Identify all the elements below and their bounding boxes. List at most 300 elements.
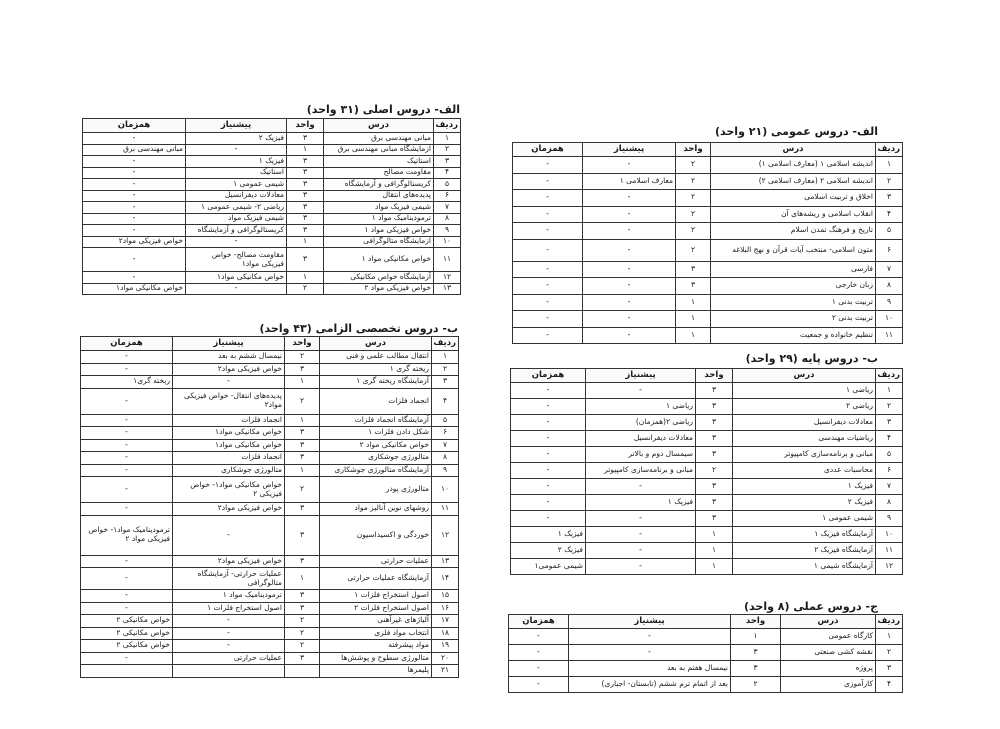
table-row xyxy=(81,568,459,590)
course-name-cell: پدیده‌های انتقال xyxy=(324,190,434,202)
course-name-cell: آزمایشگاه انجماد فلزات xyxy=(320,414,432,427)
row-number-cell: ۱۱ xyxy=(432,503,459,516)
corequisite-cell: - xyxy=(511,383,586,399)
row-number-cell: ۵ xyxy=(434,179,461,191)
table-row xyxy=(81,555,459,568)
prerequisite-cell: خواص فیزیکی مواد۲ xyxy=(173,555,285,568)
row-number-cell: ۱۸ xyxy=(432,627,459,640)
table-row xyxy=(83,283,461,295)
prerequisite-cell: - xyxy=(569,629,731,645)
table-row xyxy=(81,627,459,640)
row-number-cell: ۷ xyxy=(434,202,461,214)
credit-units-cell: ۳ xyxy=(696,511,733,527)
table-row xyxy=(83,236,461,248)
prerequisite-cell: بعد از اتمام ترم ششم (تابستان- اجباری) xyxy=(569,677,731,693)
credit-units-cell: ۱ xyxy=(285,568,320,590)
row-number-cell: ۷ xyxy=(432,439,459,452)
column-header: ردیف xyxy=(876,143,903,157)
table-row xyxy=(81,515,459,555)
corequisite-cell: - xyxy=(511,463,586,479)
corequisite-cell: - xyxy=(513,206,583,223)
prerequisite-cell: متالورژی جوشکاری xyxy=(173,464,285,477)
prerequisite-cell: سیمسال دوم و بالاتر xyxy=(586,447,696,463)
credit-units-cell: ۳ xyxy=(285,602,320,615)
corequisite-cell: - xyxy=(81,363,173,376)
column-header: درس xyxy=(781,615,876,629)
table-row xyxy=(83,144,461,156)
table-row xyxy=(81,376,459,389)
credit-units-cell: ۳ xyxy=(287,248,324,272)
course-name-cell: آزمایشگاه مبانی مهندسی برق xyxy=(324,144,434,156)
specialized-courses-table xyxy=(80,336,459,678)
course-name-cell: استاتیک xyxy=(324,156,434,168)
course-name-cell: آزمایشگاه شیمی ۱ xyxy=(733,559,876,575)
corequisite-cell: - xyxy=(81,652,173,665)
course-name-cell: خواص فیزیکی مواد ۱ xyxy=(324,225,434,237)
credit-units-cell: ۱ xyxy=(731,629,781,645)
prerequisite-cell: - xyxy=(583,261,676,278)
prerequisite-cell: پدیده‌های انتقال- خواص فیزیکی مواد۲ xyxy=(173,388,285,414)
corequisite-cell: - xyxy=(83,156,186,168)
course-name-cell: پروژه xyxy=(781,661,876,677)
prerequisite-cell: - xyxy=(583,157,676,174)
column-header: پیشنیاز xyxy=(569,615,731,629)
row-number-cell: ۵ xyxy=(876,447,903,463)
corequisite-cell: - xyxy=(81,414,173,427)
column-header: پیشنیاز xyxy=(186,119,287,133)
credit-units-cell: ۱ xyxy=(285,414,320,427)
practical-courses-title: ج- دروس عملی (۸ واحد) xyxy=(744,600,878,613)
credit-units-cell: ۳ xyxy=(285,363,320,376)
table-row xyxy=(81,477,459,503)
row-number-cell: ۱۲ xyxy=(434,272,461,284)
corequisite-cell: ترمودینامیک مواد۱- خواص فیزیکی مواد ۲ xyxy=(81,515,173,555)
credit-units-cell: ۱ xyxy=(676,294,711,311)
row-number-cell: ۲ xyxy=(434,144,461,156)
row-number-cell: ۳ xyxy=(434,156,461,168)
corequisite-cell: ریخته گری۱ xyxy=(81,376,173,389)
row-number-cell: ۶ xyxy=(876,239,903,261)
corequisite-cell: فیزیک ۲ xyxy=(511,543,586,559)
table-row xyxy=(83,272,461,284)
column-header: واحد xyxy=(287,119,324,133)
credit-units-cell: ۱ xyxy=(676,311,711,328)
column-header: همزمان xyxy=(511,369,586,383)
credit-units-cell: ۳ xyxy=(285,555,320,568)
course-name-cell: روشهای نوین آنالیز مواد xyxy=(320,503,432,516)
course-name-cell: انتخاب مواد فلزی xyxy=(320,627,432,640)
column-header: درس xyxy=(324,119,434,133)
table-row xyxy=(511,447,903,463)
credit-units-cell: ۲ xyxy=(285,351,320,364)
row-number-cell: ۷ xyxy=(876,261,903,278)
corequisite-cell: - xyxy=(513,261,583,278)
table-row xyxy=(513,173,903,190)
table-row xyxy=(81,640,459,653)
course-name-cell: متالورژی سطوح و پوشش‌ها xyxy=(320,652,432,665)
course-name-cell: انتقال مطالب علمی و فنی xyxy=(320,351,432,364)
credit-units-cell: ۳ xyxy=(285,427,320,440)
table-row xyxy=(81,590,459,603)
credit-units-cell: ۳ xyxy=(285,652,320,665)
table-header-row xyxy=(509,615,903,629)
prerequisite-cell: ترمودینامیک مواد ۱ xyxy=(173,590,285,603)
credit-units-cell: ۳ xyxy=(696,383,733,399)
prerequisite-cell: ریاضی ۲(همزمان) xyxy=(586,415,696,431)
table-row xyxy=(511,399,903,415)
course-name-cell: تاریخ و فرهنگ تمدن اسلام xyxy=(711,223,876,240)
specialized-courses-title: ب- دروس تخصصی الزامی (۴۳ واحد) xyxy=(259,322,458,335)
table-row xyxy=(81,427,459,440)
row-number-cell: ۱۳ xyxy=(434,283,461,295)
corequisite-cell: - xyxy=(83,190,186,202)
course-name-cell: آزمایشگاه فیزیک ۲ xyxy=(733,543,876,559)
course-name-cell: مواد پیشرفته xyxy=(320,640,432,653)
prerequisite-cell: خواص مکانیکی مواد۱- خواص فیزیکی ۲ xyxy=(173,477,285,503)
column-header: درس xyxy=(733,369,876,383)
credit-units-cell: ۱ xyxy=(285,464,320,477)
row-number-cell: ۷ xyxy=(876,479,903,495)
row-number-cell: ۱۱ xyxy=(434,248,461,272)
credit-units-cell: ۳ xyxy=(696,415,733,431)
prerequisite-cell: خواص مکانیکی مواد۱ xyxy=(173,439,285,452)
table-row xyxy=(511,527,903,543)
row-number-cell: ۱۲ xyxy=(876,559,903,575)
row-number-cell: ۹ xyxy=(876,294,903,311)
row-number-cell: ۱ xyxy=(876,157,903,174)
prerequisite-cell: فیزیک ۱ xyxy=(186,156,287,168)
corequisite-cell: خواص مکانیکی مواد۱ xyxy=(83,283,186,295)
credit-units-cell: ۲ xyxy=(285,388,320,414)
prerequisite-cell: اصول استخراج فلزات ۱ xyxy=(173,602,285,615)
credit-units-cell: ۱ xyxy=(696,527,733,543)
prerequisite-cell: - xyxy=(173,515,285,555)
column-header: ردیف xyxy=(876,369,903,383)
credit-units-cell: ۳ xyxy=(696,447,733,463)
course-name-cell: آزمایشگاه خواص مکانیکی xyxy=(324,272,434,284)
credit-units-cell: ۳ xyxy=(287,225,324,237)
prerequisite-cell: فیزیک ۱ xyxy=(586,495,696,511)
corequisite-cell: - xyxy=(509,629,569,645)
credit-units-cell: ۳ xyxy=(287,213,324,225)
table-row xyxy=(83,179,461,191)
course-name-cell: تربیت بدنی ۱ xyxy=(711,294,876,311)
credit-units-cell: ۳ xyxy=(287,167,324,179)
table-row xyxy=(81,388,459,414)
course-name-cell: معادلات دیفرانسیل xyxy=(733,415,876,431)
row-number-cell: ۱۰ xyxy=(876,311,903,328)
credit-units-cell: ۱ xyxy=(696,543,733,559)
table-row xyxy=(513,223,903,240)
credit-units-cell: ۳ xyxy=(696,495,733,511)
row-number-cell: ۹ xyxy=(876,511,903,527)
prerequisite-cell: ریاضی ۲- شیمی عمومی ۱ xyxy=(186,202,287,214)
credit-units-cell: ۳ xyxy=(285,503,320,516)
main-courses-table xyxy=(82,118,461,295)
prerequisite-cell: مبانی و برنامه‌سازی کامپیوتر xyxy=(586,463,696,479)
prerequisite-cell: - xyxy=(586,559,696,575)
row-number-cell: ۸ xyxy=(876,495,903,511)
corequisite-cell: - xyxy=(83,272,186,284)
row-number-cell: ۶ xyxy=(876,463,903,479)
column-header: ردیف xyxy=(432,337,459,351)
row-number-cell: ۵ xyxy=(432,414,459,427)
table-row xyxy=(81,503,459,516)
column-header: همزمان xyxy=(83,119,186,133)
course-name-cell: شکل دادن فلزات ۱ xyxy=(320,427,432,440)
credit-units-cell: ۳ xyxy=(287,179,324,191)
credit-units-cell: ۲ xyxy=(285,615,320,628)
prerequisite-cell: عملیات حرارتی- آزمایشگاه متالوگرافی xyxy=(173,568,285,590)
prerequisite-cell: خواص فیزیکی مواد۲ xyxy=(173,363,285,376)
table-row xyxy=(513,278,903,295)
table-row xyxy=(83,133,461,145)
corequisite-cell: خواص فیزیکی مواد۲ xyxy=(83,236,186,248)
prerequisite-cell: شیمی فیزیک مواد xyxy=(186,213,287,225)
course-name-cell: اخلاق و تربیت اسلامی xyxy=(711,190,876,207)
credit-units-cell: ۳ xyxy=(696,399,733,415)
table-row xyxy=(83,202,461,214)
table-row xyxy=(509,677,903,693)
table-row xyxy=(511,479,903,495)
corequisite-cell: - xyxy=(511,495,586,511)
credit-units-cell: ۳ xyxy=(287,202,324,214)
corequisite-cell: - xyxy=(513,239,583,261)
course-name-cell: زبان خارجی xyxy=(711,278,876,295)
prerequisite-cell: انجماد فلزات xyxy=(173,414,285,427)
row-number-cell: ۸ xyxy=(876,278,903,295)
table-header-row xyxy=(81,337,459,351)
corequisite-cell: - xyxy=(513,190,583,207)
credit-units-cell: ۱ xyxy=(287,236,324,248)
row-number-cell: ۱۳ xyxy=(432,555,459,568)
course-name-cell: آزمایشگاه فیزیک ۱ xyxy=(733,527,876,543)
course-name-cell: شیمی فیزیک مواد xyxy=(324,202,434,214)
table-row xyxy=(513,157,903,174)
prerequisite-cell: نیمسال ششم به بعد xyxy=(173,351,285,364)
row-number-cell: ۱ xyxy=(876,383,903,399)
table-row xyxy=(513,294,903,311)
row-number-cell: ۱۴ xyxy=(432,568,459,590)
row-number-cell: ۱۱ xyxy=(876,327,903,344)
prerequisite-cell: نیمسال هفتم به بعد xyxy=(569,661,731,677)
table-row xyxy=(511,495,903,511)
table-header-row xyxy=(513,143,903,157)
table-row xyxy=(81,602,459,615)
credit-units-cell: ۲ xyxy=(676,239,711,261)
row-number-cell: ۸ xyxy=(434,213,461,225)
prerequisite-cell: خواص فیزیکی مواد۲ xyxy=(173,503,285,516)
course-name-cell: پلیمرها xyxy=(320,665,432,678)
table-row xyxy=(511,559,903,575)
prerequisite-cell: - xyxy=(583,190,676,207)
prerequisite-cell: - xyxy=(586,479,696,495)
credit-units-cell: ۲ xyxy=(285,640,320,653)
corequisite-cell: - xyxy=(513,157,583,174)
row-number-cell: ۴ xyxy=(432,388,459,414)
credit-units-cell: ۳ xyxy=(676,261,711,278)
row-number-cell: ۱۵ xyxy=(432,590,459,603)
course-name-cell: انقلاب اسلامی و ریشه‌های آن xyxy=(711,206,876,223)
course-name-cell: آزمایشگاه متالورژی جوشکاری xyxy=(320,464,432,477)
course-name-cell: مبانی مهندسی برق xyxy=(324,133,434,145)
row-number-cell: ۳ xyxy=(876,661,903,677)
credit-units-cell: ۳ xyxy=(285,439,320,452)
table-row xyxy=(513,311,903,328)
prerequisite-cell xyxy=(173,665,285,678)
prerequisite-cell: خواص مکانیکی مواد۱ xyxy=(186,272,287,284)
course-name-cell: اصول استخراج فلزات ۱ xyxy=(320,590,432,603)
corequisite-cell: خواص مکانیکی ۲ xyxy=(81,615,173,628)
row-number-cell: ۱۶ xyxy=(432,602,459,615)
row-number-cell: ۲ xyxy=(876,645,903,661)
course-name-cell: مبانی و برنامه‌سازی کامپیوتر xyxy=(733,447,876,463)
row-number-cell: ۴ xyxy=(876,677,903,693)
row-number-cell: ۲۰ xyxy=(432,652,459,665)
prerequisite-cell: - xyxy=(173,615,285,628)
table-row xyxy=(81,452,459,465)
row-number-cell: ۱۱ xyxy=(876,543,903,559)
table-row xyxy=(509,661,903,677)
column-header: ردیف xyxy=(434,119,461,133)
row-number-cell: ۴ xyxy=(434,167,461,179)
credit-units-cell: ۳ xyxy=(696,479,733,495)
course-name-cell: ریاضیات مهندسی xyxy=(733,431,876,447)
corequisite-cell: - xyxy=(511,479,586,495)
table-row xyxy=(81,439,459,452)
course-name-cell: فارسی xyxy=(711,261,876,278)
row-number-cell: ۳ xyxy=(432,376,459,389)
course-name-cell: ریخته گری ۱ xyxy=(320,363,432,376)
credit-units-cell: ۳ xyxy=(731,661,781,677)
corequisite-cell: - xyxy=(511,399,586,415)
course-name-cell: ریاضی ۱ xyxy=(733,383,876,399)
corequisite-cell: - xyxy=(513,173,583,190)
corequisite-cell: - xyxy=(509,677,569,693)
corequisite-cell: - xyxy=(509,661,569,677)
course-name-cell: اصول استخراج فلزات ۲ xyxy=(320,602,432,615)
corequisite-cell: - xyxy=(83,248,186,272)
corequisite-cell: - xyxy=(513,278,583,295)
table-row xyxy=(513,239,903,261)
general-courses-title: الف- دروس عمومی (۲۱ واحد) xyxy=(715,125,878,138)
prerequisite-cell: - xyxy=(586,511,696,527)
prerequisite-cell: - xyxy=(186,283,287,295)
corequisite-cell xyxy=(81,665,173,678)
row-number-cell: ۱۰ xyxy=(876,527,903,543)
corequisite-cell: - xyxy=(511,415,586,431)
table-header-row xyxy=(83,119,461,133)
credit-units-cell: ۲ xyxy=(676,223,711,240)
corequisite-cell: فیزیک ۱ xyxy=(511,527,586,543)
table-row xyxy=(81,615,459,628)
corequisite-cell: - xyxy=(81,477,173,503)
credit-units-cell: ۲ xyxy=(285,477,320,503)
corequisite-cell: - xyxy=(81,439,173,452)
prerequisite-cell: استاتیک xyxy=(186,167,287,179)
credit-units-cell: ۲ xyxy=(676,157,711,174)
prerequisite-cell: - xyxy=(186,236,287,248)
course-name-cell: کارگاه عمومی xyxy=(781,629,876,645)
course-name-cell: فیزیک ۲ xyxy=(733,495,876,511)
prerequisite-cell: - xyxy=(583,206,676,223)
row-number-cell: ۵ xyxy=(876,223,903,240)
row-number-cell: ۱۲ xyxy=(432,515,459,555)
prerequisite-cell: - xyxy=(583,327,676,344)
row-number-cell: ۹ xyxy=(432,464,459,477)
table-row xyxy=(81,464,459,477)
course-name-cell: متون اسلامی- منتخب آیات قرآن و نهج البلاغه xyxy=(711,239,876,261)
table-row xyxy=(511,543,903,559)
prerequisite-cell: شیمی عمومی ۱ xyxy=(186,179,287,191)
credit-units-cell: ۳ xyxy=(285,452,320,465)
table-row xyxy=(511,415,903,431)
prerequisite-cell: - xyxy=(173,640,285,653)
corequisite-cell: - xyxy=(83,179,186,191)
table-row xyxy=(511,383,903,399)
basic-courses-title: ب- دروس پایه (۲۹ واحد) xyxy=(745,352,878,365)
prerequisite-cell: معادلات دیفرانسیل xyxy=(186,190,287,202)
prerequisite-cell: - xyxy=(586,383,696,399)
table-header-row xyxy=(511,369,903,383)
credit-units-cell: ۳ xyxy=(285,515,320,555)
credit-units-cell: ۱ xyxy=(676,327,711,344)
course-name-cell: خوردگی و اکسیداسیون xyxy=(320,515,432,555)
credit-units-cell: ۲ xyxy=(731,677,781,693)
course-name-cell: ترمودینامیک مواد ۱ xyxy=(324,213,434,225)
column-header: پیشنیاز xyxy=(586,369,696,383)
course-name-cell: نقشه کشی صنعتی xyxy=(781,645,876,661)
table-row xyxy=(81,414,459,427)
corequisite-cell: - xyxy=(81,503,173,516)
credit-units-cell: ۳ xyxy=(287,133,324,145)
course-name-cell: محاسبات عددی xyxy=(733,463,876,479)
credit-units-cell: ۳ xyxy=(287,190,324,202)
corequisite-cell: - xyxy=(81,555,173,568)
corequisite-cell: - xyxy=(511,447,586,463)
practical-courses-table xyxy=(508,614,903,693)
corequisite-cell: - xyxy=(511,511,586,527)
corequisite-cell: - xyxy=(513,311,583,328)
course-name-cell: آلیاژهای غیرآهنی xyxy=(320,615,432,628)
prerequisite-cell: - xyxy=(173,376,285,389)
credit-units-cell: ۱ xyxy=(696,559,733,575)
credit-units-cell: ۳ xyxy=(285,590,320,603)
column-header: همزمان xyxy=(513,143,583,157)
course-name-cell: آزمایشگاه عملیات حرارتی xyxy=(320,568,432,590)
table-row xyxy=(513,261,903,278)
table-row xyxy=(83,167,461,179)
row-number-cell: ۶ xyxy=(432,427,459,440)
course-name-cell: آزمایشگاه ریخته گری ۱ xyxy=(320,376,432,389)
row-number-cell: ۳ xyxy=(876,415,903,431)
main-courses-title: الف- دروس اصلی (۳۱ واحد) xyxy=(306,103,460,116)
prerequisite-cell: عملیات حرارتی xyxy=(173,652,285,665)
prerequisite-cell: - xyxy=(586,543,696,559)
course-name-cell: کریستالوگرافی و آزمایشگاه xyxy=(324,179,434,191)
table-row xyxy=(513,327,903,344)
prerequisite-cell: فیزیک ۲ xyxy=(186,133,287,145)
prerequisite-cell: انجماد فلزات xyxy=(173,452,285,465)
corequisite-cell: - xyxy=(81,452,173,465)
course-name-cell: متالورژی جوشکاری xyxy=(320,452,432,465)
table-row xyxy=(83,213,461,225)
row-number-cell: ۱۷ xyxy=(432,615,459,628)
table-row xyxy=(511,463,903,479)
course-name-cell: آزمایشگاه متالوگرافی xyxy=(324,236,434,248)
corequisite-cell: - xyxy=(81,590,173,603)
course-name-cell: خواص مکانیکی مواد ۱ xyxy=(324,248,434,272)
